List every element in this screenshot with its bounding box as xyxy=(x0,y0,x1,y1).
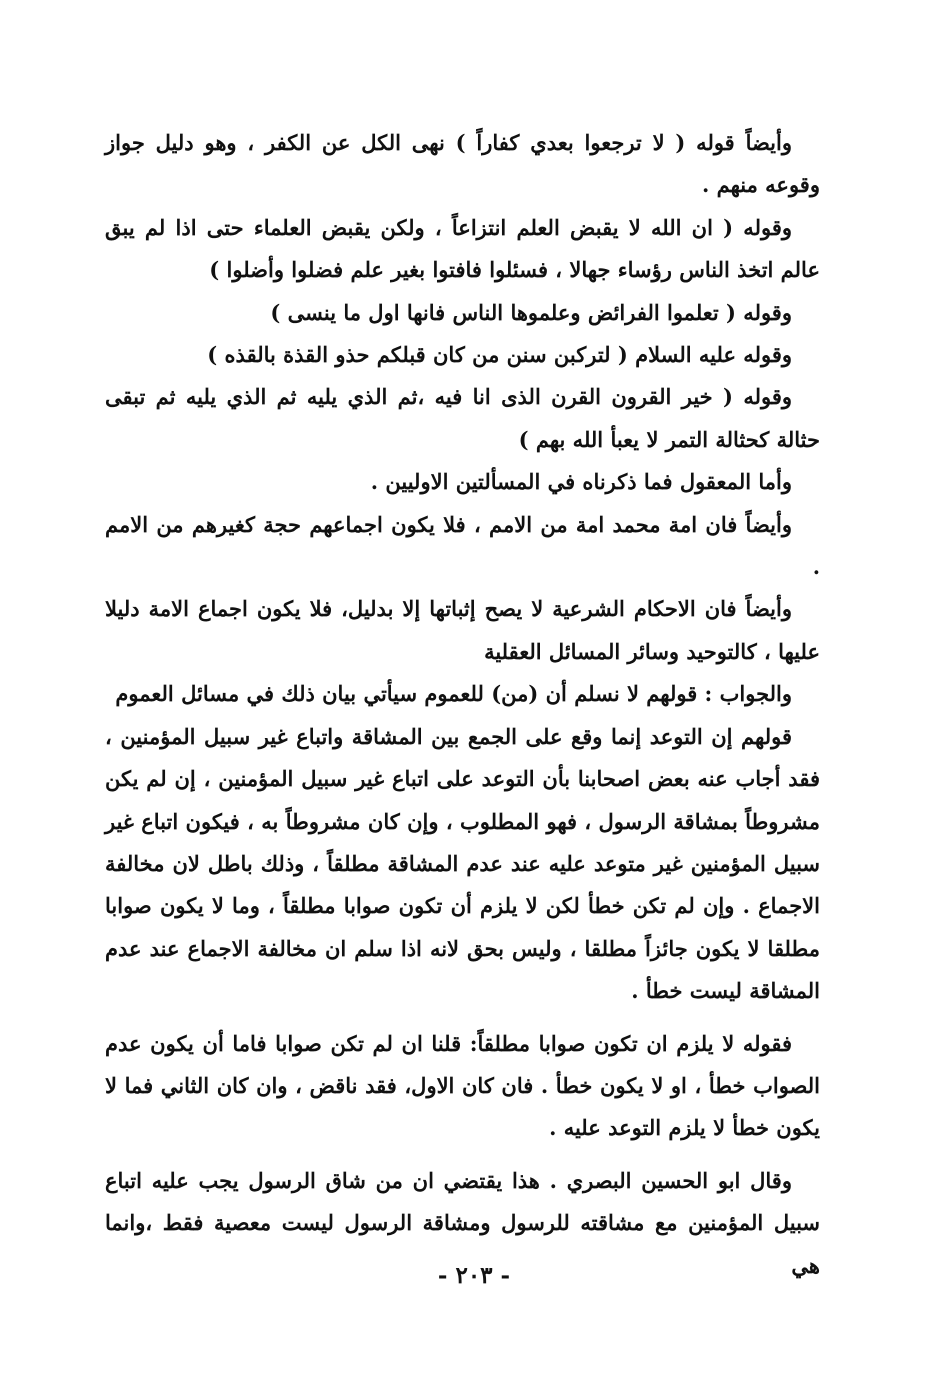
paragraph-5: وقوله ( خير القرون القرن الذى انا فيه ،ثم الذي يليه ثم الذي يليه ثم تبقى حثالة كحثالة التمر لا يعبأ الله بهم ) xyxy=(105,384,820,452)
paragraph-4: وقوله عليه السلام ( لتركبن سنن من كان قبلكم حذو القذة بالقذه ) xyxy=(207,342,792,368)
body-text xyxy=(105,122,820,1287)
paragraph-9: والجواب : قولهم لا نسلم أن (من) للعموم سيأتي بيان ذلك في مسائل العموم xyxy=(115,681,792,707)
paragraph-1: وأيضاً قوله ( لا ترجعوا بعدي كفاراً ) نهى الكل عن الكفر ، وهو دليل جواز وقوعه منهم . xyxy=(105,130,820,198)
paragraph-11: فقوله لا يلزم ان تكون صوابا مطلقاً: قلنا ان لم تكن صوابا فاما أن يكون عدم الصواب خطأ ، او لا يكون خطأ . فان كان الاول، فقد ناقض ، وان كان الثاني فما لا يكون خطأ لا يلزم التوعد عليه . xyxy=(105,1030,820,1141)
paragraph-8: وأيضاً فان الاحكام الشرعية لا يصح إثباتها إلا بدليل، فلا يكون اجماع الامة دليلا عليها ، كالتوحيد وسائر المسائل العقلية xyxy=(105,596,820,664)
paragraph-12: وقال ابو الحسين البصري . هذا يقتضي ان من شاق الرسول يجب عليه اتباع سبيل المؤمنين مع مشاقته للرسول ومشاقة الرسول ليست معصية فقط ،وانما هي xyxy=(105,1167,820,1278)
paragraph-3: وقوله ( تعلموا الفرائض وعلموها الناس فانها اول ما ينسى ) xyxy=(270,299,792,325)
paragraph-2: وقوله ( ان الله لا يقبض العلم انتزاعاً ، ولكن يقبض العلماء حتى اذا لم يبق عالم اتخذ الناس رؤساء جهالا ، فسئلوا فافتوا بغير علم فضلوا وأضلوا ) xyxy=(105,214,820,283)
page-number: - ٢٠٣ - xyxy=(437,1262,511,1289)
paragraph-7: وأيضاً فان امة محمد امة من الامم ، فلا يكون اجماعهم حجة كغيرهم من الامم . xyxy=(105,511,820,580)
paragraph-10: قولهم إن التوعد إنما وقع على الجمع بين المشاقة واتباع غير سبيل المؤمنين ، فقد أجاب عنه بعض اصحابنا بأن التوعد على اتباع غير سبيل المؤمنين ، إن لم يكن مشروطاً بمشاقة الرسول ، فهو المطلوب ، وإن كان مشروطاً به ، فيكون اتباع غير سبيل المؤمنين غير متوعد عليه عند عدم المشاقة مطلقاً ، وذلك باطل لان مخالفة الاجماع . وإن لم تكن خطأ لكن لا يلزم أن تكون صوابا مطلقاً ، وما لا يكون صوابا مطلقا لا يكون جائزاً مطلقا ، وليس بحق لانه اذا سلم ان مخالفة الاجماع عند عدم المشاقة ليست خطأ . xyxy=(105,723,820,1004)
paragraph-6: وأما المعقول فما ذكرناه في المسألتين الاوليين . xyxy=(370,469,792,495)
